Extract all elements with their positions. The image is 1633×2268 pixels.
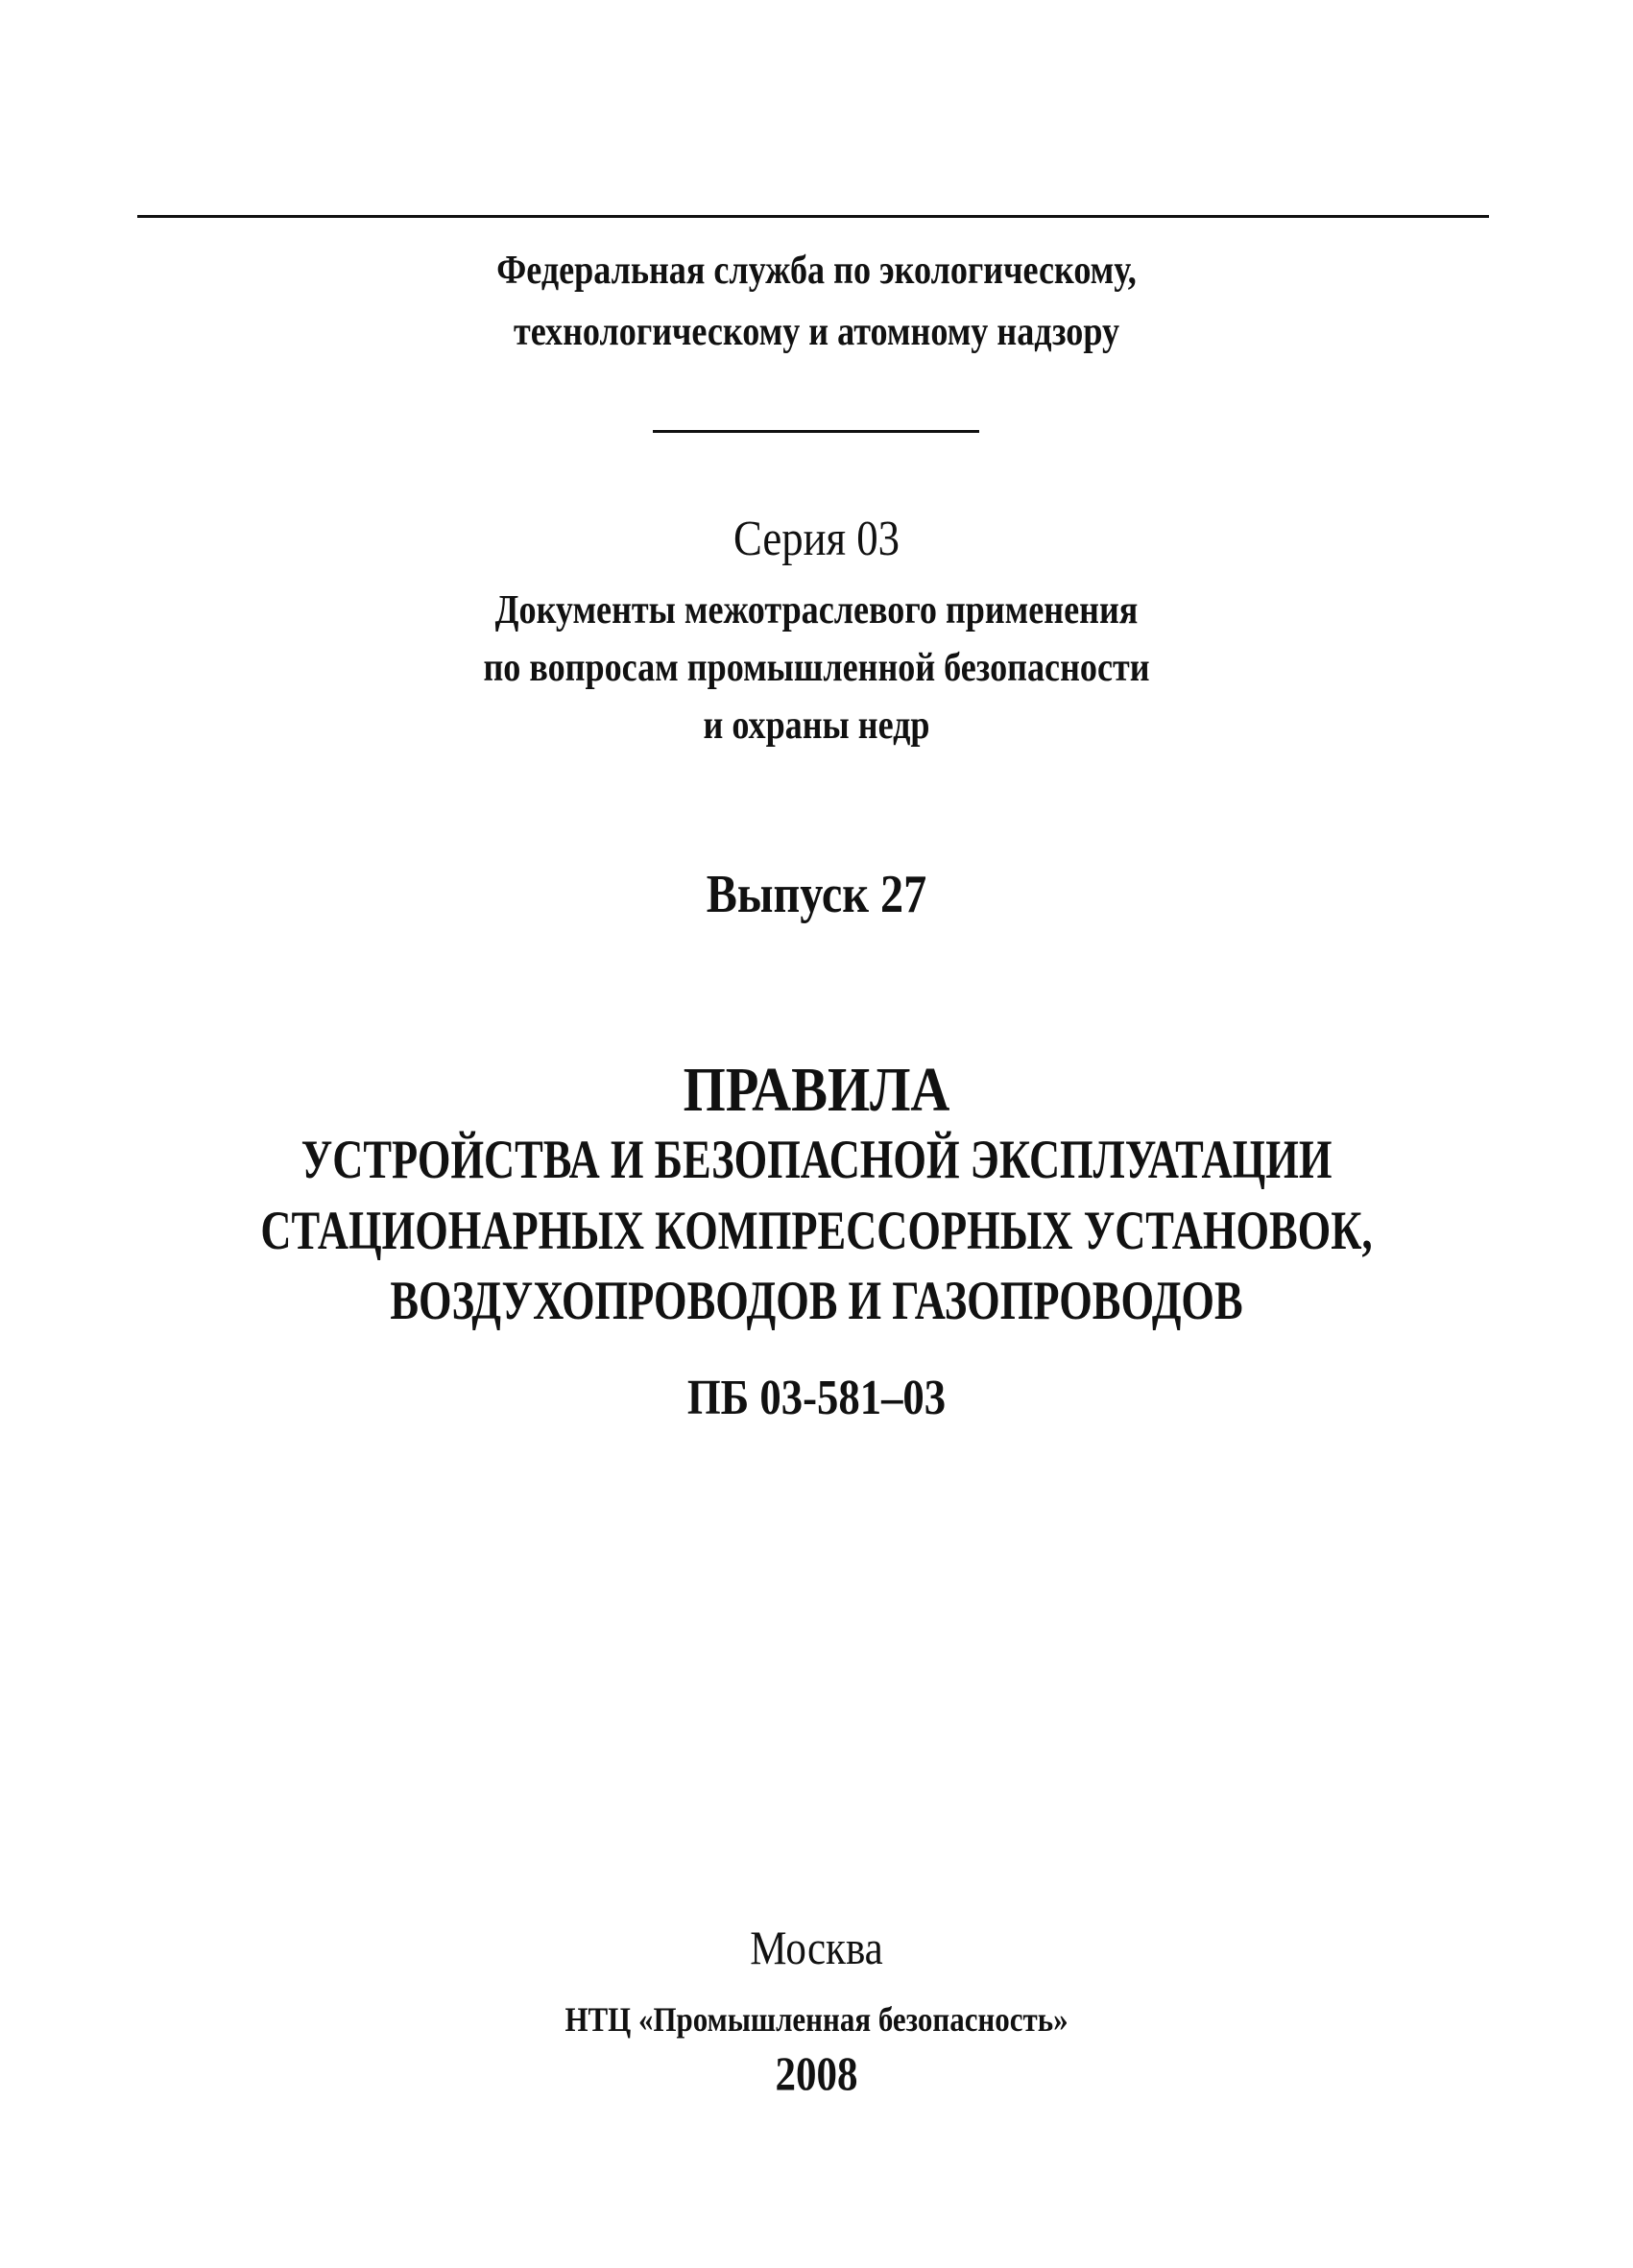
document-subtitle-line-2: СТАЦИОНАРНЫХ КОМПРЕССОРНЫХ УСТАНОВОК, [260,1201,1373,1261]
imprint-year: 2008 [775,2046,858,2100]
series-title: Серия 03 [733,512,900,566]
agency-line-1: Федеральная служба по экологическому, [496,249,1137,293]
document-title: ПРАВИЛА [683,1055,950,1125]
imprint-city: Москва [750,1921,883,1974]
top-rule [137,215,1489,218]
agency-line-2: технологическому и атомному надзору [513,310,1120,354]
document-subtitle-line-3: ВОЗДУХОПРОВОДОВ И ГАЗОПРОВОДОВ [390,1271,1243,1331]
divider-rule [653,430,979,433]
document-code: ПБ 03-581–03 [686,1371,947,1425]
issue-label: Выпуск 27 [706,865,927,924]
imprint-publisher: НТЦ «Промышленная безопасность» [564,2000,1069,2039]
series-description-line-2: по вопросам промышленной безопасности [483,646,1150,690]
series-description-line-1: Документы межотраслевого применения [494,588,1139,633]
series-description-line-3: и охраны недр [703,704,930,748]
document-subtitle-line-1: УСТРОЙСТВА И БЕЗОПАСНОЙ ЭКСПЛУАТАЦИИ [300,1130,1333,1190]
